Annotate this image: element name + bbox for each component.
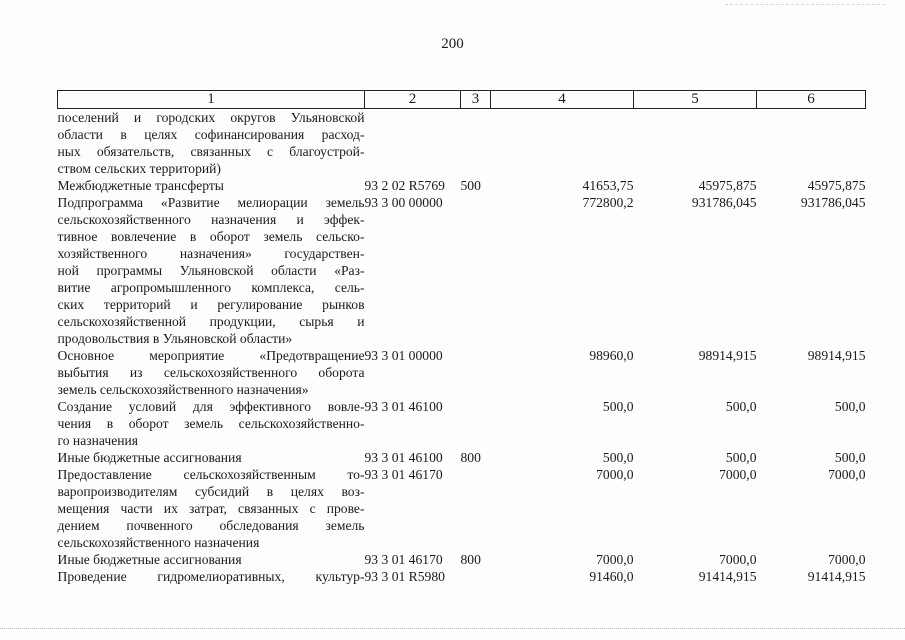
row-value-col6: 7000,0 xyxy=(828,552,866,567)
row-expense-type xyxy=(461,109,491,178)
row-value-col6: 500,0 xyxy=(834,399,866,414)
row-value-col5: 45975,875 xyxy=(698,178,757,193)
budget-table xyxy=(57,90,866,585)
row-value-col6: 7000,0 xyxy=(828,467,866,482)
row-code: 93 3 01 46100 xyxy=(364,450,443,465)
table-row xyxy=(58,466,866,551)
table-row xyxy=(58,109,866,178)
row-name-line: выбытия из сельскохозяйственного оборота xyxy=(57,365,365,380)
row-expense-type: 500 xyxy=(460,178,481,193)
table-row xyxy=(58,177,866,194)
row-name-line: Предоставление сельскохозяйственным то- xyxy=(57,467,365,482)
table-row xyxy=(58,551,866,568)
row-code: 93 3 01 R5980 xyxy=(364,569,445,584)
row-name xyxy=(58,449,365,466)
row-value-col5: 98914,915 xyxy=(698,348,757,363)
row-name-line: дением почвенного обследования земель xyxy=(57,518,365,533)
row-name-line: Подпрограмма «Развитие мелиорации земель xyxy=(57,195,365,210)
row-name-line: области в целях софинансирования расход- xyxy=(57,127,365,142)
row-value-col4 xyxy=(491,109,634,178)
row-expense-type: 800 xyxy=(460,450,481,465)
row-value-col4: 500,0 xyxy=(602,450,634,465)
row-code: 93 3 01 46100 xyxy=(364,399,443,414)
row-expense-type xyxy=(461,194,491,347)
row-value-col4: 772800,2 xyxy=(582,195,634,210)
header-col-1: 1 xyxy=(58,91,365,109)
header-col-4: 4 xyxy=(491,91,634,109)
row-value-col5: 931786,045 xyxy=(691,195,757,210)
row-name-line: продовольствия в Ульяновской области» xyxy=(57,331,293,346)
row-name-line: варопроизводителям субсидий в целях воз- xyxy=(57,484,365,499)
row-name-line: ных обязательств, связанных с благоустрой- xyxy=(57,144,365,159)
row-expense-type: 800 xyxy=(460,552,481,567)
row-name-line: чения в оборот земель сельскохозяйственно- xyxy=(57,416,365,431)
row-name xyxy=(58,398,365,449)
row-value-col5: 500,0 xyxy=(725,450,757,465)
row-name-line: Проведение гидромелиоративных, культур- xyxy=(57,569,365,584)
row-value-col4: 7000,0 xyxy=(596,467,634,482)
row-name-line: ной программы Ульяновской области «Раз- xyxy=(57,263,365,278)
row-name-line: Основное мероприятие «Предотвращение xyxy=(57,348,365,363)
row-name-line: Иные бюджетные ассигнования xyxy=(57,552,242,567)
header-col-5: 5 xyxy=(634,91,757,109)
row-name-line: витие агропромышленного комплекса, сель- xyxy=(57,280,365,295)
row-expense-type xyxy=(461,347,491,398)
row-value-col4: 500,0 xyxy=(602,399,634,414)
row-value-col5: 7000,0 xyxy=(719,552,757,567)
table-body xyxy=(58,109,866,586)
row-name-line: хозяйственного назначения» государствен- xyxy=(57,246,365,261)
row-value-col6: 931786,045 xyxy=(800,195,866,210)
row-code: 93 3 00 00000 xyxy=(364,195,443,210)
row-expense-type xyxy=(461,568,491,585)
row-value-col5 xyxy=(634,109,757,178)
row-name-line: ских территорий и регулирование рынков xyxy=(57,297,365,312)
row-value-col5: 7000,0 xyxy=(719,467,757,482)
row-name-line: сельскохозяйственного назначения xyxy=(57,535,260,550)
header-col-2: 2 xyxy=(365,91,461,109)
row-name-line: поселений и городских округов Ульяновской xyxy=(57,110,365,125)
row-code: 93 3 01 46170 xyxy=(364,552,443,567)
scan-artifact-top xyxy=(725,4,885,5)
row-code: 93 3 01 00000 xyxy=(364,348,443,363)
row-code: 93 2 02 R5769 xyxy=(364,178,445,193)
row-name xyxy=(58,109,365,178)
row-name-line: сельскохозяйственного назначения и эффек- xyxy=(57,212,365,227)
table-row xyxy=(58,449,866,466)
row-value-col5: 91414,915 xyxy=(698,569,757,584)
row-value-col6: 91414,915 xyxy=(807,569,866,584)
row-value-col5: 500,0 xyxy=(725,399,757,414)
row-name-line: тивное вовлечение в оборот земель сельско- xyxy=(57,229,365,244)
row-expense-type xyxy=(461,398,491,449)
table-row xyxy=(58,398,866,449)
row-value-col4: 91460,0 xyxy=(589,569,634,584)
row-name-line: земель сельскохозяйственного назначения» xyxy=(57,382,309,397)
table-row xyxy=(58,347,866,398)
row-name xyxy=(58,568,365,585)
row-name-line: сельскохозяйственной продукции, сырья и xyxy=(57,314,365,329)
header-col-3: 3 xyxy=(461,91,491,109)
row-code: 93 3 01 46170 xyxy=(364,467,443,482)
table-row xyxy=(58,194,866,347)
row-name xyxy=(58,177,365,194)
row-value-col6 xyxy=(757,109,866,178)
row-value-col4: 98960,0 xyxy=(589,348,634,363)
table-header-row xyxy=(58,91,866,109)
row-value-col4: 7000,0 xyxy=(596,552,634,567)
row-expense-type xyxy=(461,466,491,551)
page-number: 200 xyxy=(441,36,464,52)
scan-artifact-bottom xyxy=(0,628,905,629)
table-row xyxy=(58,568,866,585)
row-name xyxy=(58,194,365,347)
row-code xyxy=(365,109,461,178)
row-name xyxy=(58,551,365,568)
row-name-line: го назначения xyxy=(57,433,139,448)
row-name-line: Межбюджетные трансферты xyxy=(57,178,224,193)
row-value-col6: 45975,875 xyxy=(807,178,866,193)
header-col-6: 6 xyxy=(757,91,866,109)
row-name xyxy=(58,466,365,551)
row-name-line: Создание условий для эффективного вовле- xyxy=(57,399,365,414)
row-value-col6: 98914,915 xyxy=(807,348,866,363)
row-name-line: Иные бюджетные ассигнования xyxy=(57,450,242,465)
row-name-line: мещения части их затрат, связанных с прове- xyxy=(57,501,365,516)
row-name xyxy=(58,347,365,398)
row-value-col6: 500,0 xyxy=(834,450,866,465)
row-name-line: ством сельских территорий) xyxy=(57,161,221,176)
row-value-col4: 41653,75 xyxy=(582,178,634,193)
